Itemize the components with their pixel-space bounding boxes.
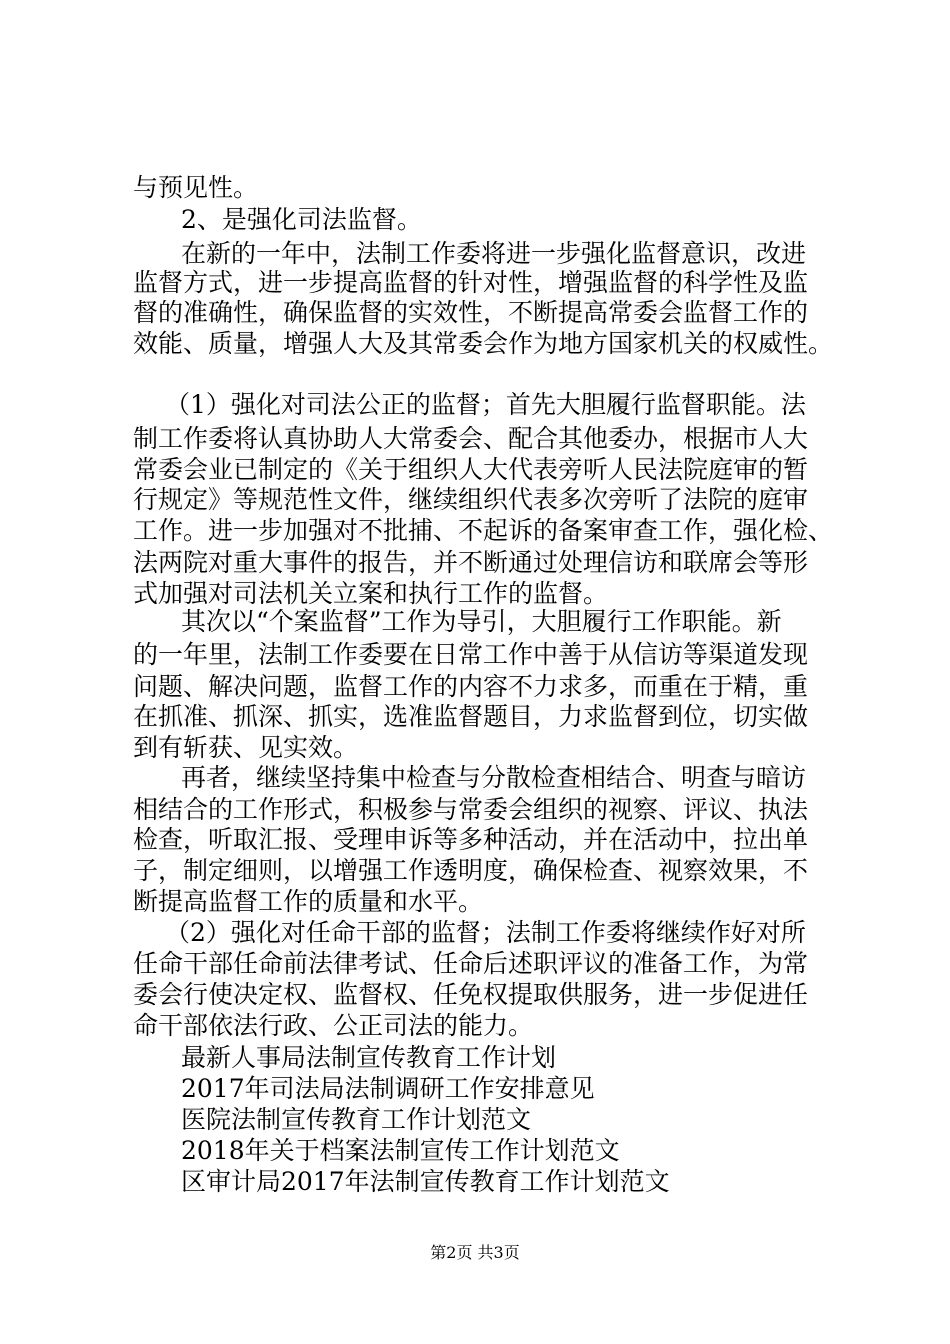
subsection-heading: （1）强化对司法公正的监督；首先大胆履行监督职能。法 (165, 390, 806, 419)
subsection-heading: （2）强化对任命干部的监督；法制工作委将继续作好对所 (165, 918, 806, 947)
body-line: 在抓准、抓深、抓实，选准监督题目，力求监督到位，切实做 (133, 702, 809, 731)
body-line: 再者，继续坚持集中检查与分散检查相结合、明查与暗访 (181, 763, 807, 792)
body-line: 与预见性。 (133, 173, 259, 202)
body-line: 相结合的工作形式，积极参与常委会组织的视察、评议、执法 (133, 795, 809, 824)
body-line: 监督方式，进一步提高监督的针对性，增强监督的科学性及监 (133, 268, 809, 297)
body-line: 其次以“个案监督”工作为导引，大胆履行工作职能。新 (181, 607, 782, 636)
body-line: 的一年里，法制工作委要在日常工作中善于从信访等渠道发现 (133, 640, 809, 669)
body-line: 检查，听取汇报、受理申诉等多种活动，并在活动中，拉出单 (133, 825, 809, 854)
body-line: 效能、质量，增强人大及其常委会作为地方国家机关的权威性。 (133, 329, 834, 358)
related-article-link[interactable]: 最新人事局法制宣传教育工作计划 (181, 1043, 557, 1072)
body-line: 断提高监督工作的质量和水平。 (133, 887, 484, 916)
body-line: 督的准确性，确保监督的实效性，不断提高常委会监督工作的 (133, 298, 809, 327)
related-article-link[interactable]: 医院法制宣传教育工作计划范文 (181, 1105, 532, 1134)
body-line: 行规定》等规范性文件，继续组织代表多次旁听了法院的庭审 (133, 485, 809, 514)
body-line: 法两院对重大事件的报告，并不断通过处理信访和联席会等形 (133, 548, 809, 577)
body-line: 任命干部任命前法律考试、任命后述职评议的准备工作，为常 (133, 949, 809, 978)
related-article-link[interactable]: 2018年关于档案法制宣传工作计划范文 (181, 1136, 620, 1165)
related-article-link[interactable]: 区审计局2017年法制宣传教育工作计划范文 (181, 1167, 670, 1196)
body-line: 式加强对司法机关立案和执行工作的监督。 (133, 579, 609, 608)
body-line: 到有斩获、见实效。 (133, 733, 359, 762)
body-line: 制工作委将认真协助人大常委会、配合其他委办，根据市人大 (133, 424, 809, 453)
body-line: 在新的一年中，法制工作委将进一步强化监督意识，改进 (181, 239, 807, 268)
page-number: 第2页 共3页 (430, 1243, 520, 1262)
related-article-link[interactable]: 2017年司法局法制调研工作安排意见 (181, 1074, 595, 1103)
body-line: 命干部依法行政、公正司法的能力。 (133, 1011, 534, 1040)
body-line: 委会行使决定权、监督权、任免权提取供服务，进一步促进任 (133, 980, 809, 1009)
body-line: 工作。进一步加强对不批捕、不起诉的备案审查工作，强化检、 (133, 516, 834, 545)
body-line: 子，制定细则，以增强工作透明度，确保检查、视察效果，不 (133, 856, 809, 885)
section-heading: 2、是强化司法监督。 (181, 205, 422, 234)
body-line: 常委会业已制定的《关于组织人大代表旁听人民法院庭审的暂 (133, 455, 809, 484)
body-line: 问题、解决问题，监督工作的内容不力求多，而重在于精，重 (133, 672, 809, 701)
